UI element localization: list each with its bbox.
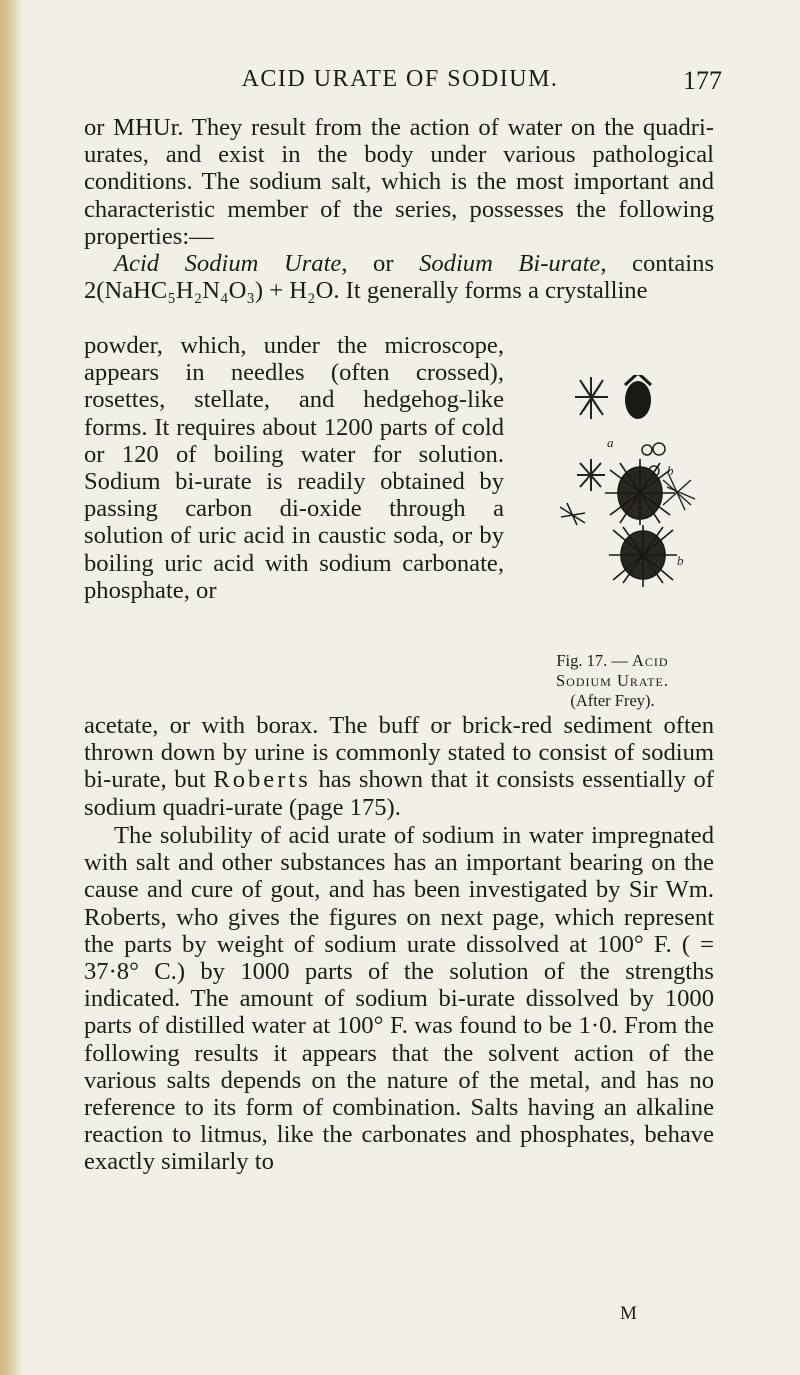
paragraph-sediment (84, 712, 714, 821)
caption-fig-number: Fig. 17. — (556, 651, 633, 670)
figure-label-a: a (607, 435, 614, 450)
paragraph-wrap-text: powder, which, under the microscope, appears in needles (often crossed), rosettes, stellate, and hedgehog-like forms. It requires about 1200 parts of cold or 120 of boiling water for solution. Sodium bi-urate is readily obtained by passing carbon di-oxide through a solution of uric acid in caustic soda, or by boiling uric acid with sodium carbonate, phosphate, or (84, 332, 504, 604)
figure-17 (505, 375, 720, 720)
running-title: ACID URATE OF SODIUM. (241, 66, 559, 92)
paragraph-sediment-text (84, 712, 714, 821)
caption-line-3: (After Frey). (570, 691, 655, 710)
paragraph-acid-sodium-urate-lead (84, 250, 714, 304)
paragraph-solubility (84, 822, 714, 1176)
paragraph-intro (84, 114, 714, 250)
paragraph-solubility-text: The solubility of acid urate of sodium in water impregnated with salt and other substances has an important bearing on the cause and cure of gout, and has been investigated by Sir Wm. Roberts, who gives the figures on next page, which represent the parts by weight of sodium urate dissolved at 100° F. ( = 37·8° C.) by 1000 parts of the solution of the strengths indicated. The amount of sodium bi-urate dissolved by 1000 parts of distilled water at 100° F. was found to be 1·0. From the following results it appears that the solvent action of the various salts depends on the nature of the metal, and has no reference to its form of combination. Salts having an alkaline reaction to litmus, like the carbonates and phosphates, behave exactly similarly to (84, 822, 714, 1176)
crystal-needle-cluster-1 (575, 377, 608, 419)
term-acid-sodium-urate: Acid Sodium Urate (114, 250, 342, 277)
paragraph-acid-sodium-urate-head (84, 250, 714, 304)
author-roberts: Roberts (213, 766, 311, 794)
crystal-illustration (505, 375, 720, 645)
figure-caption (505, 651, 720, 711)
crystal-rosette-top (625, 375, 651, 419)
crystal-small-needle-left (560, 503, 585, 525)
paragraph-wrap-around-figure (84, 332, 504, 604)
running-header (84, 66, 722, 100)
crystal-needle-cluster-2 (577, 459, 605, 491)
crystal-hedgehog-bottom (609, 525, 677, 587)
figure-label-b-upper: b (667, 463, 674, 478)
figure-label-b-lower: b (677, 553, 684, 568)
signature-mark: M (620, 1303, 638, 1324)
caption-line-2: Sodium Urate. (555, 671, 669, 690)
caption-line-1 (505, 651, 720, 671)
formula-sentence: , contains 2(NaHC₅H₂N₄O₃) + H₂O. It generally forms a crystalline (84, 250, 715, 305)
page-spine-edge (0, 0, 24, 1375)
term-sodium-bi-urate: Sodium Bi-urate (419, 250, 601, 277)
sediment-text-a: acetate, or with borax. The buff or brick-red sediment often thrown down by urine is commonly stated to consist of sodium bi-urate, but (84, 712, 714, 794)
paragraph-intro-text: or MHUr. They result from the action of water on the quadri-urates, and exist in the body under various pathological conditions. The sodium salt, which is the most important and characteristic member of the series, possesses the following properties:— (84, 114, 714, 250)
text-or: , or (341, 250, 420, 277)
crystal-hedgehog-center (605, 459, 675, 525)
page-number: 177 (683, 66, 722, 95)
sediment-text-b: has shown that it consists essentially of sodium quadri-urate (page 175). (84, 766, 714, 821)
caption-acid: Acid (632, 651, 669, 670)
